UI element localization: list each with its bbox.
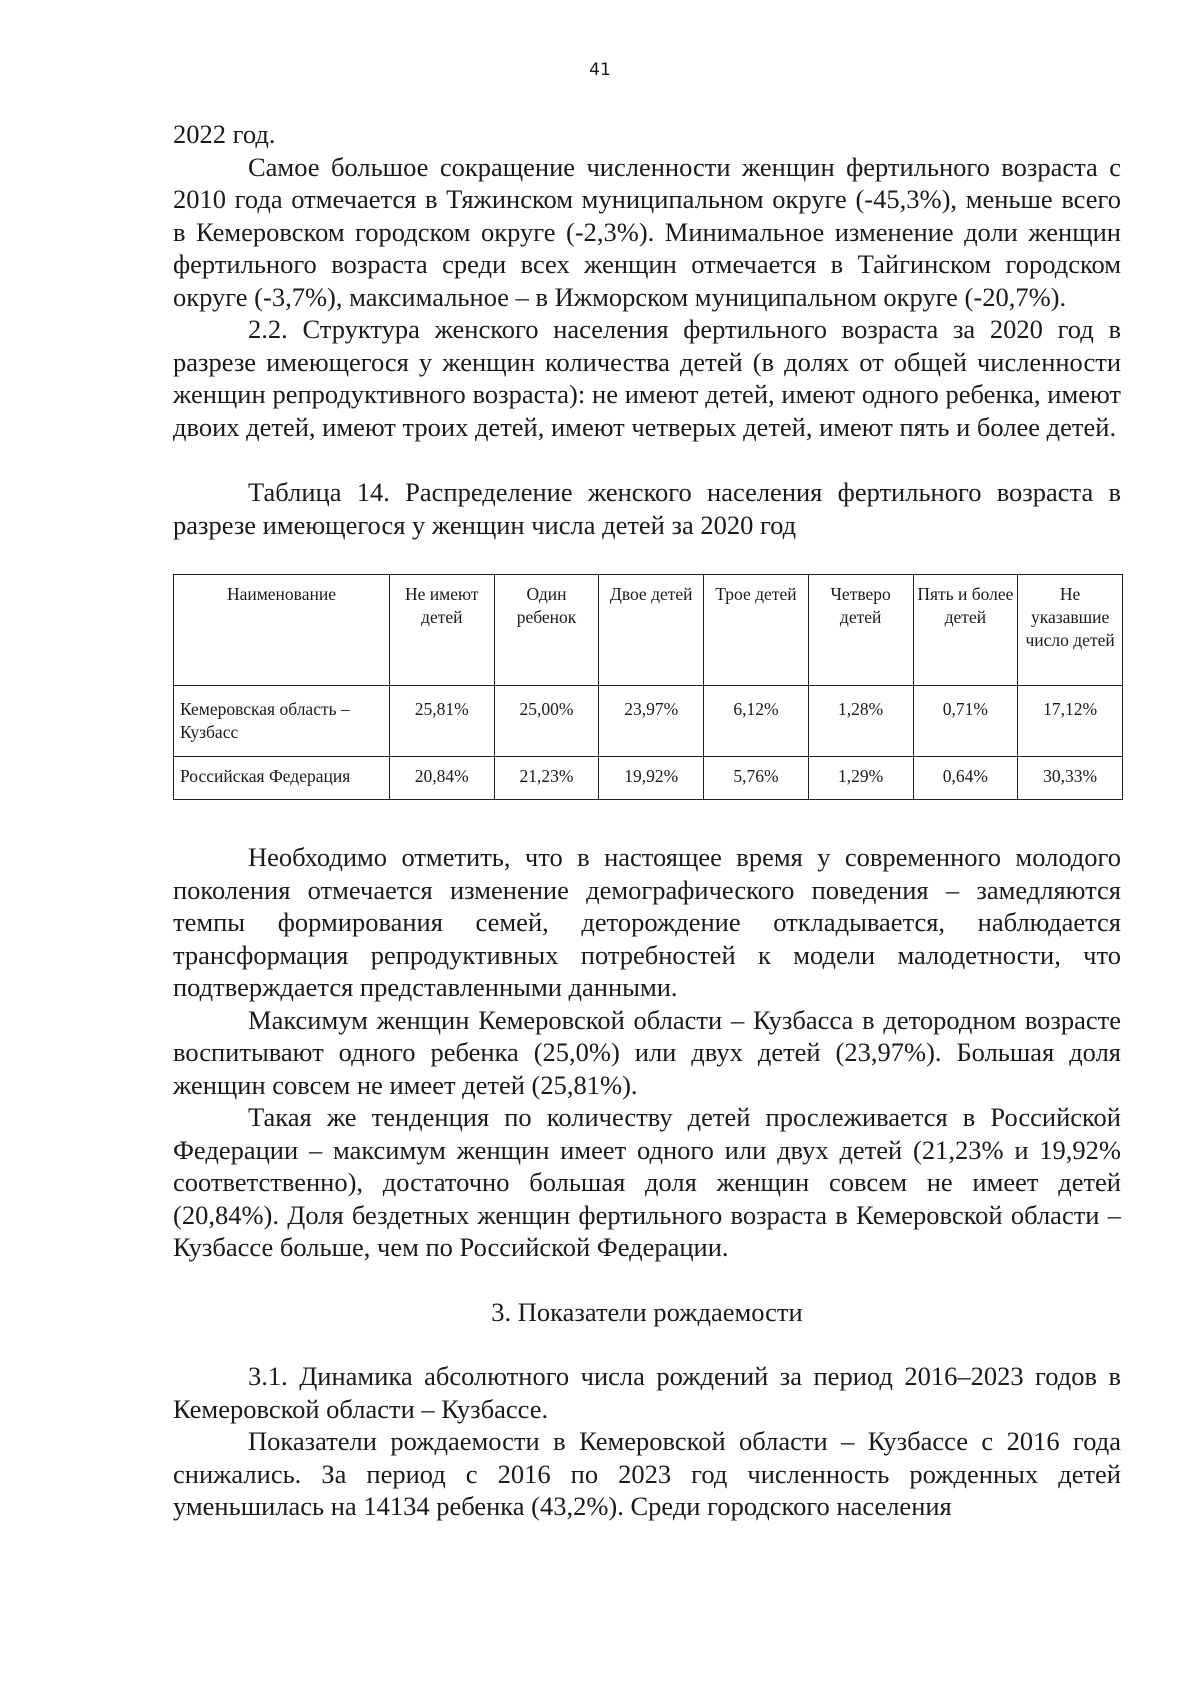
table-cell: 19,92% xyxy=(599,757,704,800)
table-caption: Таблица 14. Распределение женского населения фертильного возраста в разрезе имеющегося у женщин числа детей за 2020 год xyxy=(173,477,1121,540)
paragraph-structure-2-2: 2.2. Структура женского населения фертильного возраста за 2020 год в разрезе имеющегося у женщин количества детей (в долях от общей численности женщин репродуктивного возраста): не имеют детей, имеют одного ребенка, имеют двоих детей, имеют троих детей, имеют четверых детей, имеют пять и более детей. xyxy=(173,314,1121,442)
paragraph-russia-trend: Такая же тенденция по количеству детей прослеживается в Российской Федерации – максимум женщин имеет одного или двух детей (21,23% и 19,92% соответственно), достаточно большая доля женщин совсем не имеет детей (20,84%). Доля бездетных женщин фертильного возраста в Кемеровской области – Кузбассе больше, чем по Российской Федерации. xyxy=(173,1102,1121,1262)
table-header-cell: Один ребенок xyxy=(494,575,599,686)
paragraph-births-decline: Показатели рождаемости в Кемеровской области – Кузбассе с 2016 года снижались. За период с 2016 по 2023 год численность рожденных детей уменьшилась на 14134 ребенка (43,2%). Среди городского населения xyxy=(173,1426,1121,1521)
section-heading: 3. Показатели рождаемости xyxy=(491,1296,803,1327)
table-cell-name: Российская Федерация xyxy=(174,757,390,800)
table-header-cell: Двое детей xyxy=(599,575,704,686)
table-cell: 0,64% xyxy=(913,757,1018,800)
children-distribution-table xyxy=(173,574,1123,800)
paragraph-births-dynamics: 3.1. Динамика абсолютного числа рождений за период 2016–2023 годов в Кемеровской области – Кузбассе. xyxy=(173,1361,1121,1424)
table-cell-name: Кемеровская область – Кузбасс xyxy=(174,686,390,757)
paragraph-fertile-women-decline: Самое большое сокращение численности женщин фертильного возраста с 2010 года отмечается в Тяжинском муниципальном округе (-45,3%), меньше всего в Кемеровском городском округе (-2,3%). Минимальное изменение доли женщин фертильного возраста среди всех женщин отмечается в Тайгинском городском округе (-3,7%), максимальное – в Ижморском муниципальном округе (-20,7%). xyxy=(173,151,1121,312)
table-row xyxy=(174,757,1123,800)
table-row xyxy=(174,686,1123,757)
table-cell: 20,84% xyxy=(389,757,494,800)
paragraph-continuation: 2022 год. xyxy=(173,119,276,149)
table-cell: 23,97% xyxy=(599,686,704,757)
table-cell: 21,23% xyxy=(494,757,599,800)
table-cell: 1,29% xyxy=(808,757,913,800)
table-cell: 17,12% xyxy=(1018,686,1123,757)
table-header-cell: Трое детей xyxy=(704,575,809,686)
table-header-cell: Четверо детей xyxy=(808,575,913,686)
table-cell: 6,12% xyxy=(704,686,809,757)
table-cell: 0,71% xyxy=(913,686,1018,757)
table-header-cell: Наименование xyxy=(174,575,390,686)
table-container xyxy=(173,574,1121,800)
table-cell: 1,28% xyxy=(808,686,913,757)
table-header-cell: Не указавшие число детей xyxy=(1018,575,1123,686)
table-cell: 5,76% xyxy=(704,757,809,800)
table-header-row xyxy=(174,575,1123,686)
table-header-cell: Пять и более детей xyxy=(913,575,1018,686)
table-cell: 30,33% xyxy=(1018,757,1123,800)
table-cell: 25,00% xyxy=(494,686,599,757)
paragraph-demographic-behavior: Необходимо отметить, что в настоящее время у современного молодого поколения отмечается изменение демографического поведения – замедляются темпы формирования семей, деторождение откладывается, наблюдается трансформация репродуктивных потребностей к модели малодетности, что подтверждается представленными данными. xyxy=(173,842,1121,1002)
page-number: 41 xyxy=(589,60,611,80)
paragraph-kuzbass-maximum: Максимум женщин Кемеровской области – Кузбасса в детородном возрасте воспитывают одного ребенка (25,0%) или двух детей (23,97%). Большая доля женщин совсем не имеет детей (25,81%). xyxy=(173,1004,1121,1100)
document-body xyxy=(173,118,1121,1523)
table-cell: 25,81% xyxy=(389,686,494,757)
table-header-cell: Не имеют детей xyxy=(389,575,494,686)
